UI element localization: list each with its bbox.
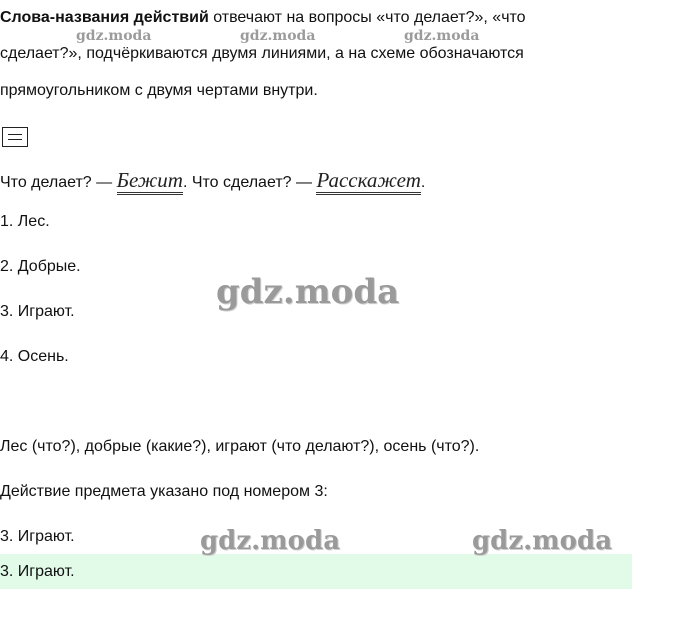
verb-scheme-icon	[2, 127, 28, 147]
list-item: 4. Осень.	[0, 348, 69, 365]
answer-text: 3. Играют.	[0, 528, 75, 545]
term-bold: Слова-названия действий	[0, 9, 209, 26]
example-answer-1: Бежит	[117, 170, 183, 195]
example-answer-2: Расскажет	[316, 170, 420, 195]
watermark: gdz.moda	[404, 28, 480, 44]
intro-line-2: сделает?», подчёркиваются двумя линиями, а на схеме обозначаются	[0, 45, 524, 62]
analysis-text: Лес (что?), добрые (какие?), играют (что делают?), осень (что?).	[0, 438, 480, 455]
answer-highlighted-text: 3. Играют.	[0, 563, 75, 580]
watermark: gdz.moda	[240, 28, 316, 44]
watermark: gdz.moda	[76, 28, 152, 44]
list-item: 1. Лес.	[0, 213, 50, 230]
intro-line-3: прямоугольником с двумя чертами внутри.	[0, 82, 318, 99]
intro-line-1	[0, 9, 526, 27]
intro-line-1-rest: отвечают на вопросы «что делает?», «что	[208, 9, 526, 26]
example-question-1: Что делает? —	[0, 174, 117, 191]
example-question-2: . Что сделает? —	[182, 174, 317, 191]
watermark: gdz.moda	[472, 526, 613, 556]
watermark: gdz.moda	[216, 272, 400, 312]
conclusion-label: Действие предмета указано под номером 3:	[0, 483, 328, 500]
list-item: 2. Добрые.	[0, 258, 81, 275]
list-item: 3. Играют.	[0, 303, 75, 320]
answer-highlight	[0, 554, 632, 589]
example-end: .	[420, 174, 426, 191]
example-line	[0, 170, 425, 195]
watermark: gdz.moda	[200, 526, 341, 556]
